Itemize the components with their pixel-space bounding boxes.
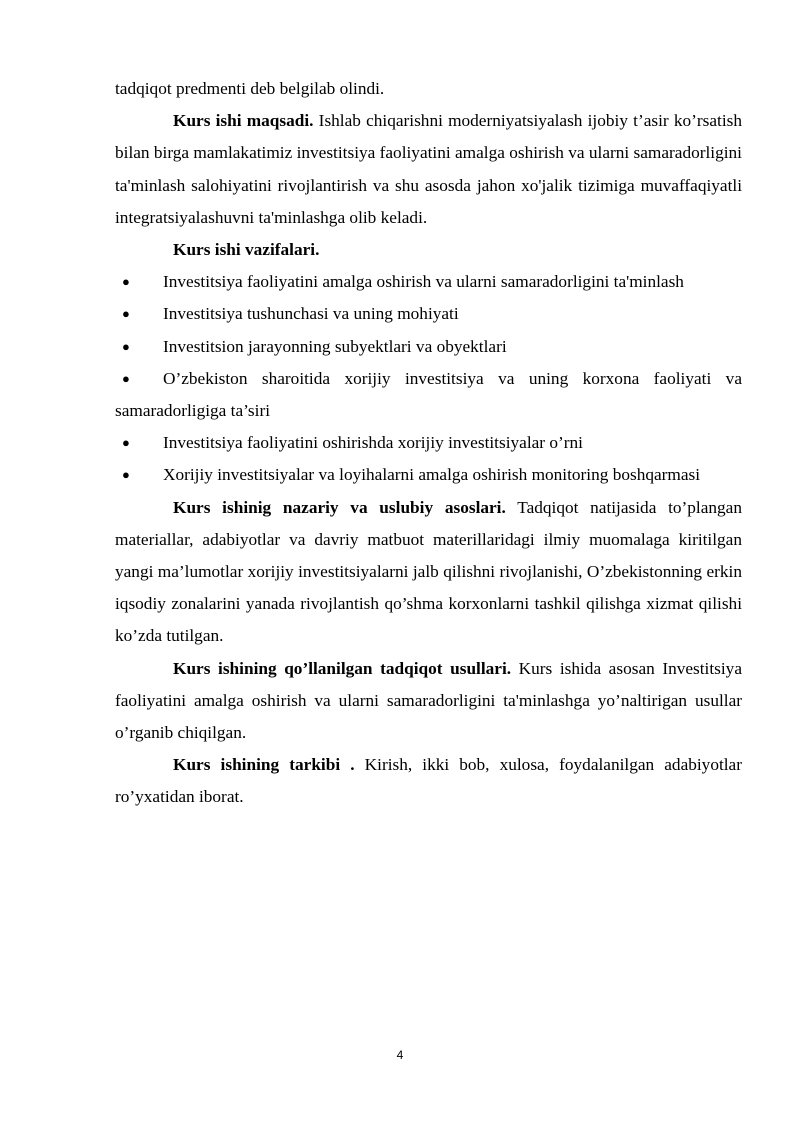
research-methods-heading: Kurs ishining qo’llanilgan tadqiqot usullari. [173,658,512,678]
paragraph-research-methods [115,653,742,750]
bullet-icon: ● [122,306,130,322]
bullet-item [115,427,742,459]
paragraph-theoretical-basis [115,492,742,653]
theoretical-basis-heading: Kurs ishinig nazariy va uslubiy asoslari. [173,497,506,517]
bullet-text: Investitsiya faoliyatini amalga oshirish va ularni samaradorligini ta'minlash [163,272,684,292]
bullet-text: Investitsiya tushunchasi va uning mohiyati [163,304,459,324]
course-goal-text: Ishlab chiqarishni moderniyatsiyalash ijobiy t’asir ko’rsatish bilan birga mamlakatimiz investitsiya faoliyatini amalga oshirish va ularni samaradorligini ta'minlash salohiyatini rivojlantirish va shu asosda jahon xo'jalik tizimiga muvaffaqiyatli integratsiyalashuvni ta'minlashga olib keladi. [115,111,742,227]
paragraph-intro-end: tadqiqot predmenti deb belgilab olindi. [115,79,385,98]
bullet-icon: ● [122,274,130,290]
bullet-icon: ● [122,338,130,354]
bullet-icon: ● [122,467,130,483]
bullet-text: Investitsion jarayonning subyektlari va obyektlari [163,336,507,356]
document-page [115,73,742,814]
structure-text: Kirish, ikki bob, xulosa, foydalanilgan adabiyotlar ro’yxatidan iborat. [115,755,742,807]
page-number: 4 [396,1048,404,1062]
bullet-icon: ● [122,370,130,386]
bullet-text: Investitsiya faoliyatini oshirishda xorijiy investitsiyalar o’rni [163,433,583,453]
research-methods-text: Kurs ishida asosan Investitsiya faoliyatini amalga oshirish va ularni samaradorligini ta'minlashga yo’naltirigan usullar o’rganib chiqilgan. [115,658,742,743]
bullet-item [115,331,742,363]
structure-heading: Kurs ishining tarkibi . [173,755,355,775]
bullet-text: Xorijiy investitsiyalar va loyihalarni amalga oshirish monitoring boshqarmasi [163,465,701,485]
bullet-item [115,363,742,427]
paragraph-structure [115,749,742,813]
bullet-item [115,459,742,491]
bullet-text: O’zbekiston sharoitida xorijiy investitsiya va uning korxona faoliyati va samaradorligiga ta’siri [115,368,742,421]
bullet-item [115,298,742,330]
bullet-icon: ● [122,435,130,451]
bullet-item [115,266,742,298]
course-tasks-heading: Kurs ishi vazifalari. [173,240,320,260]
theoretical-basis-text: Tadqiqot natijasida to’plangan materiallar, adabiyotlar va davriy matbuot materillaridagi ilmiy muomalaga kiritilgan yangi ma’lumotlar xorijiy investitsiyalarni jalb qilishni rivojlanishi, O’zbekistonning erkin iqsodiy zonalarini yanada rivojlantish qo’shma korxonlarni tashkil qilishga xizmat qilishi ko’zda tutilgan. [115,497,742,646]
paragraph-course-goal [115,105,742,234]
course-goal-heading: Kurs ishi maqsadi. [173,111,314,131]
